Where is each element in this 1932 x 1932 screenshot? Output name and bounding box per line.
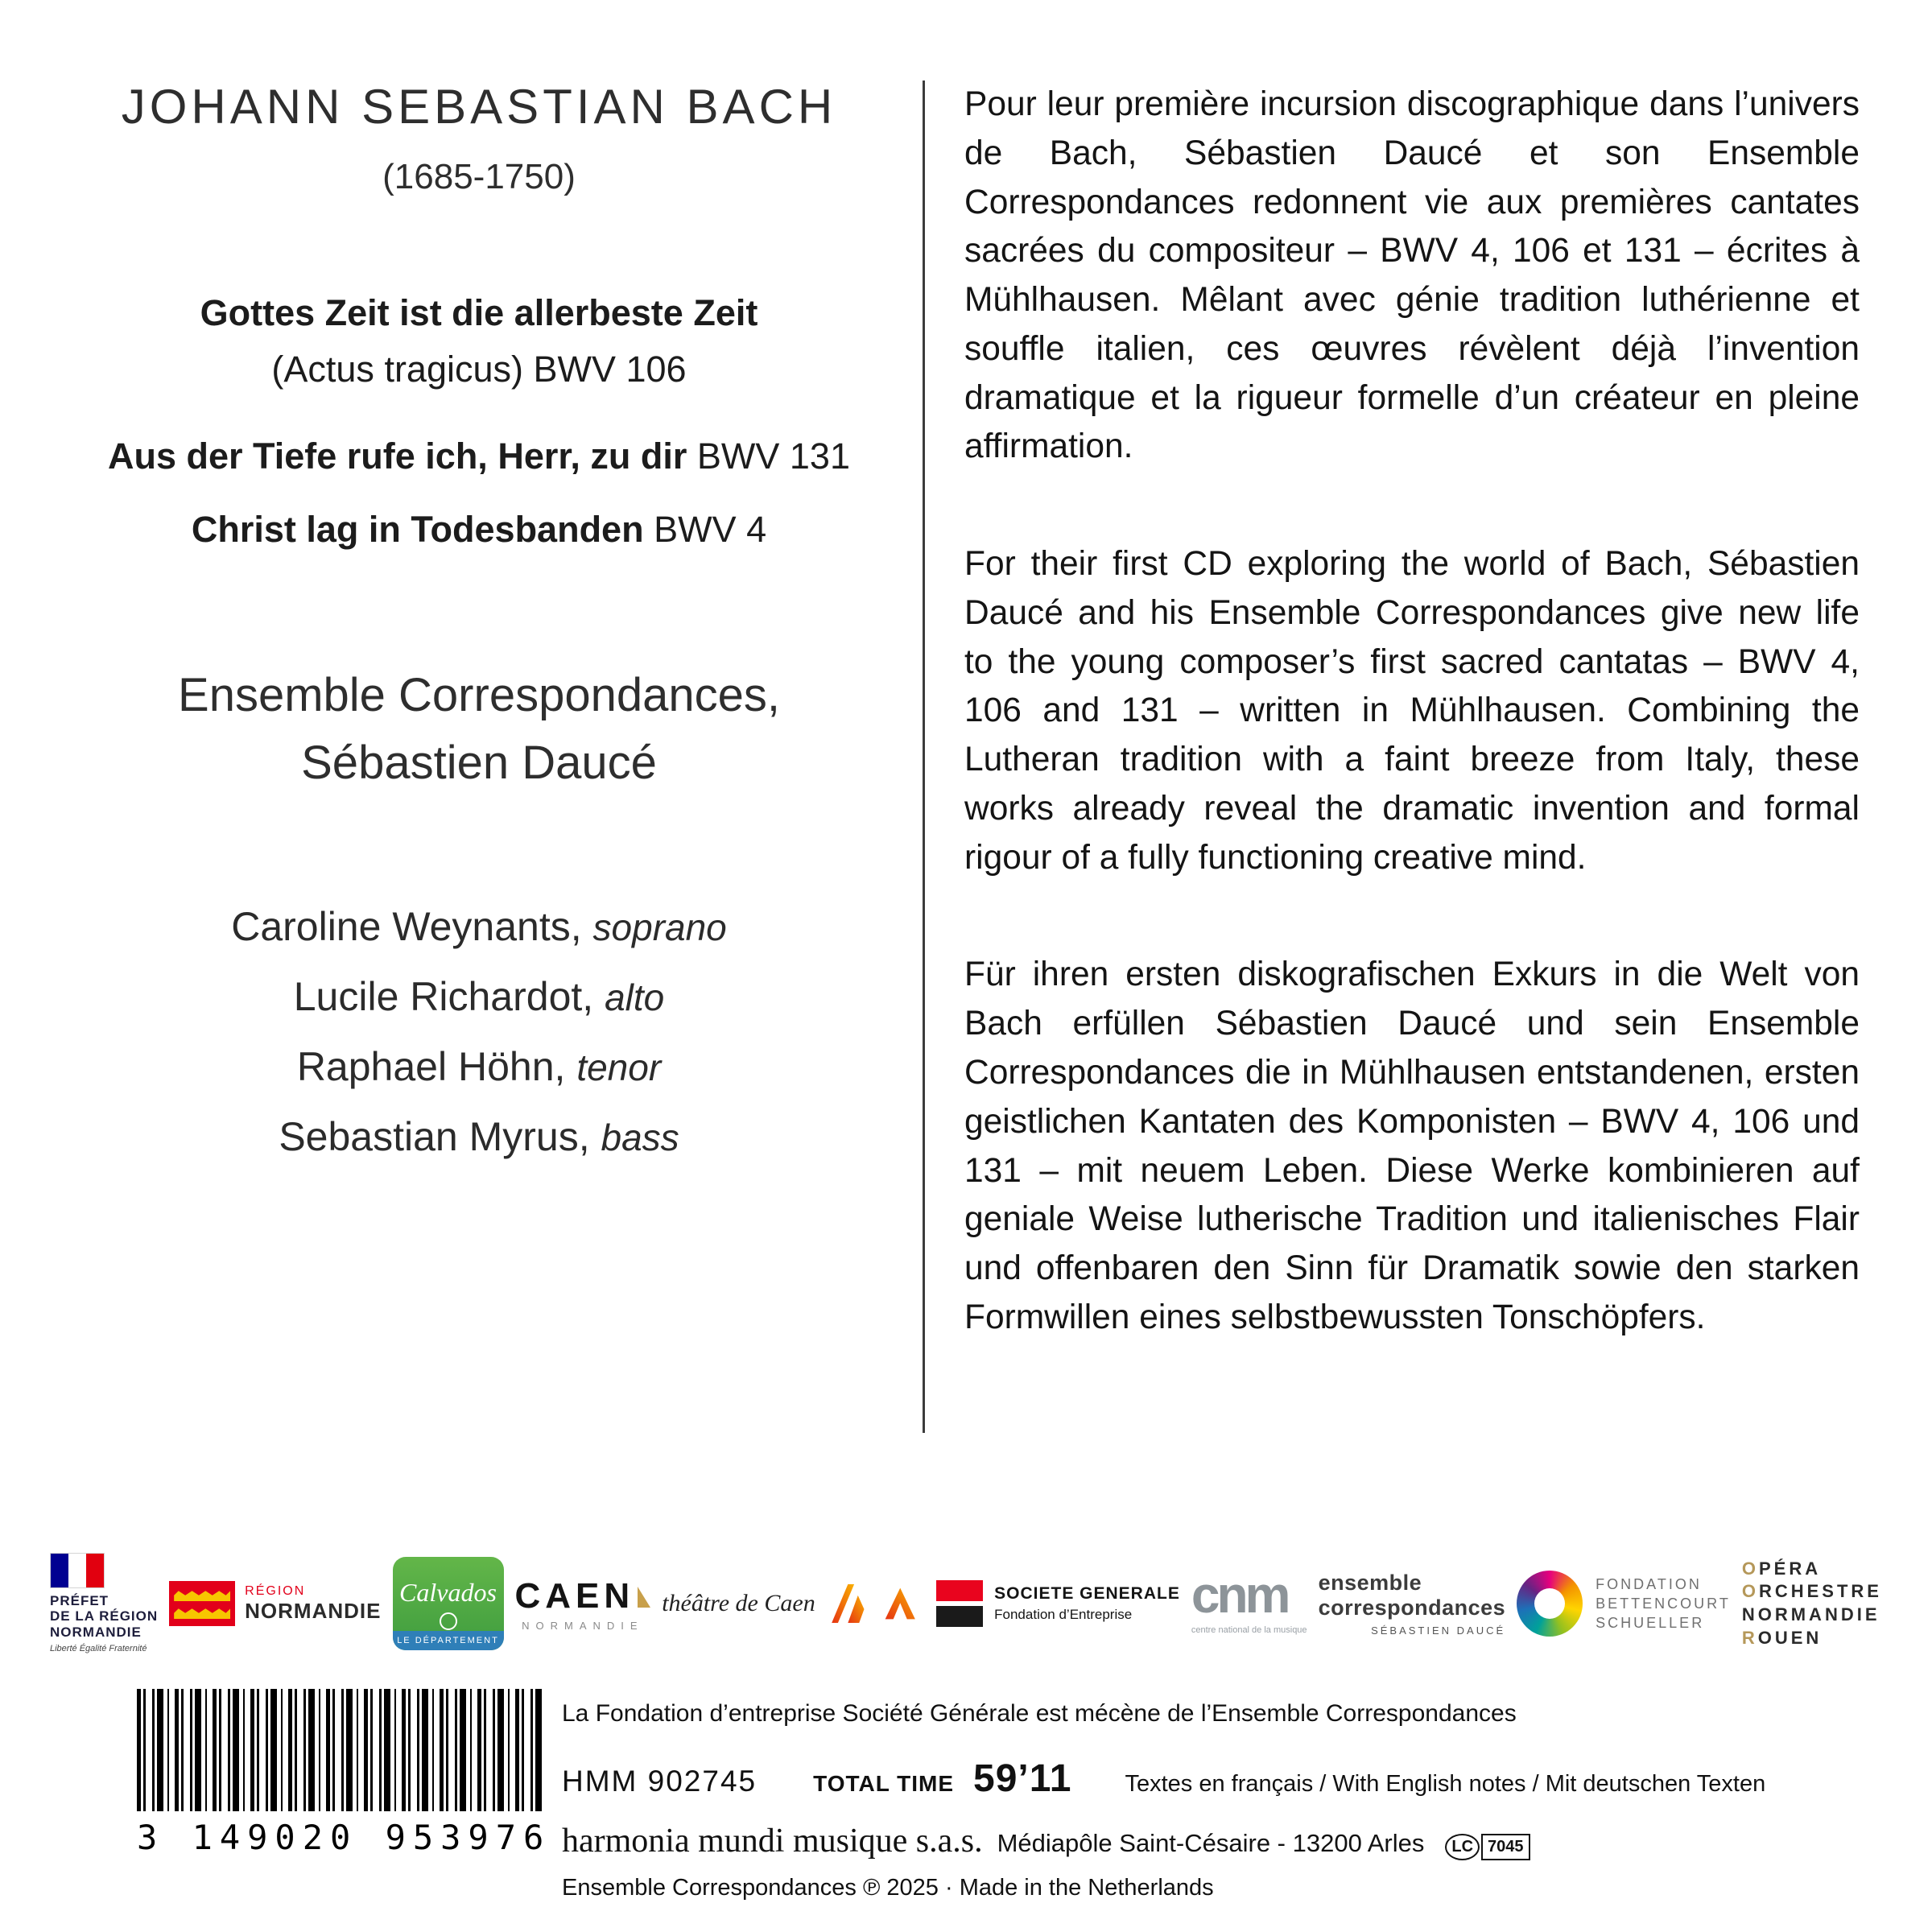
ec-line1: ensemble xyxy=(1318,1570,1422,1595)
fbs-line3: SCHUELLER xyxy=(1596,1615,1705,1632)
work-title-main: Gottes Zeit ist die allerbeste Zeit xyxy=(200,292,758,333)
fbs-line1: FONDATION xyxy=(1596,1575,1702,1592)
calvados-badge xyxy=(393,1557,504,1650)
partner-logos-strip xyxy=(50,1539,1882,1668)
performer-tenor xyxy=(48,1032,910,1102)
societe-generale-text xyxy=(994,1584,1180,1623)
performer-soprano xyxy=(48,892,910,962)
label-code-number: 7045 xyxy=(1481,1834,1530,1860)
logo-prefet-region-normandie xyxy=(50,1553,158,1655)
logo-theatre-de-caen: théâtre de Caen xyxy=(662,1590,815,1616)
conductor-name: Sébastien Daucé xyxy=(301,737,657,790)
calvados-name: Calvados xyxy=(399,1577,497,1607)
performer-alto xyxy=(48,962,910,1032)
total-time-value: 59’11 xyxy=(973,1757,1072,1800)
catalog-number: HMM 902745 xyxy=(562,1765,758,1798)
catalog-time-row xyxy=(562,1757,1890,1801)
lion-shape xyxy=(174,1588,230,1601)
work-title-suffix: BWV 131 xyxy=(687,435,850,477)
caen-wordmark xyxy=(515,1576,651,1616)
sail-icon xyxy=(638,1587,650,1608)
work-title-bwv131 xyxy=(48,436,910,477)
notes-english: For their first CD exploring the world of Bach, Sébastien Daucé and his Ensemble Correspondances give new life to the young composer’s first sacred cantatas – BWV 4, 106 and 131 – written in Mühlhausen. Combining the Lutheran tradition with a faint breeze from Italy, these works already reveal the dramatic invention and formal rigour of a fully functioning creative mind. xyxy=(964,545,1860,877)
abstract-mark-1-icon xyxy=(827,1574,870,1633)
performer-voice: tenor xyxy=(576,1046,662,1089)
logo-caen xyxy=(515,1576,651,1632)
apple-icon xyxy=(440,1612,457,1630)
opera-line2: ORCHESTRE xyxy=(1741,1581,1882,1602)
works-list xyxy=(48,292,910,551)
column-divider xyxy=(923,80,925,1433)
prefet-motto: Liberté Égalité Fraternité xyxy=(50,1644,147,1654)
calvados-subtitle: LE DÉPARTEMENT xyxy=(393,1631,504,1650)
ec-line2: correspondances xyxy=(1318,1596,1506,1620)
color-ring-icon xyxy=(1517,1571,1583,1637)
credits-block xyxy=(562,1700,1890,1901)
performer-bass xyxy=(48,1102,910,1172)
ensemble-line1: Ensemble Correspondances, xyxy=(178,669,780,721)
societe-generale-name: SOCIETE GENERALE xyxy=(994,1584,1180,1603)
caen-subtitle: NORMANDIE xyxy=(522,1619,644,1632)
publisher-address: Médiapôle Saint-Césaire - 13200 Arles xyxy=(997,1829,1425,1857)
copyright-line: Ensemble Correspondances ℗ 2025 · Made in the Netherlands xyxy=(562,1875,1214,1901)
fbs-line2: BETTENCOURT xyxy=(1596,1595,1731,1612)
composer-dates: (1685-1750) xyxy=(382,157,576,196)
opera-line4: ROUEN xyxy=(1741,1627,1823,1648)
logo-region-normandie xyxy=(169,1581,381,1626)
opera-line3: NORMANDIE xyxy=(1741,1604,1880,1624)
composer-name: JOHANN SEBASTIAN BACH xyxy=(121,80,837,134)
barcode-block xyxy=(137,1689,551,1857)
logo-fondation-bettencourt-schueller xyxy=(1517,1571,1731,1637)
languages-note: Textes en français / With English notes / Mit deutschen Texten xyxy=(1125,1771,1766,1797)
logo-ensemble-correspondances xyxy=(1319,1571,1506,1637)
performer-voice: alto xyxy=(605,976,665,1019)
barcode-bars-icon xyxy=(137,1689,543,1811)
region-label: RÉGION xyxy=(245,1583,306,1598)
performer-voice: soprano xyxy=(592,906,727,949)
opera-line1: OPÉRA xyxy=(1741,1558,1822,1579)
ec-conductor: SÉBASTIEN DAUCÉ xyxy=(1371,1624,1506,1637)
fbs-text xyxy=(1596,1575,1731,1633)
lion-shape xyxy=(174,1606,230,1619)
logo-calvados xyxy=(393,1557,504,1650)
work-title-main: Christ lag in Todesbanden xyxy=(191,509,644,551)
notes-french: Pour leur première incursion discographique dans l’univers de Bach, Sébastien Daucé et son Ensemble Correspondances redonnent vie aux premières cantates sacrées du compositeur – BWV 4, 106 et 131 – écrites à Mühlhausen. Mêlant avec génie tradition luthérienne et souffle italien, ces œuvres révèlent déjà l’invention dramatique et la rigueur formelle d’un créateur en pleine affirmation. xyxy=(964,85,1860,466)
prefet-line2: DE LA RÉGION xyxy=(50,1608,159,1624)
performer-voice: bass xyxy=(601,1117,679,1159)
societe-generale-square-icon xyxy=(936,1580,983,1627)
normandy-lions-icon xyxy=(169,1581,235,1626)
performer-name: Raphael Höhn, xyxy=(296,1044,566,1090)
region-text xyxy=(245,1584,381,1624)
sponsor-line: La Fondation d’entreprise Société Générale est mécène de l’Ensemble Correspondances xyxy=(562,1700,1517,1727)
societe-generale-subtitle: Fondation d’Entreprise xyxy=(994,1607,1133,1622)
logo-cnm xyxy=(1191,1566,1307,1635)
publisher-name: harmonia mundi musique s.a.s. xyxy=(562,1823,983,1860)
work-title-bwv4 xyxy=(48,509,910,551)
performer-name: Lucile Richardot, xyxy=(293,974,594,1020)
barcode-number: 3 149020 953976 xyxy=(137,1818,551,1857)
performers-list xyxy=(48,892,910,1172)
cnm-wordmark: cnm xyxy=(1191,1566,1288,1624)
work-title-bwv106 xyxy=(48,292,910,334)
work-subtitle-bwv106 xyxy=(48,349,910,390)
work-title-main: Aus der Tiefe rufe ich, Herr, zu dir xyxy=(108,435,687,477)
performer-name: Caroline Weynants, xyxy=(231,904,582,950)
abstract-mark-2-icon xyxy=(881,1574,925,1633)
cnm-subtitle: centre national de la musique xyxy=(1191,1624,1307,1635)
work-subtitle-text: (Actus tragicus) BWV 106 xyxy=(271,348,687,390)
work-title-suffix: BWV 4 xyxy=(643,509,767,551)
region-name: NORMANDIE xyxy=(245,1598,382,1623)
label-code-icon: LC xyxy=(1445,1834,1480,1860)
liner-notes xyxy=(964,80,1860,1411)
performer-name: Sebastian Myrus, xyxy=(279,1114,590,1160)
caen-name: CAEN xyxy=(514,1575,635,1616)
ensemble-name xyxy=(48,662,910,797)
total-time-label: TOTAL TIME xyxy=(813,1771,954,1796)
logo-opera-orchestre-normandie-rouen xyxy=(1742,1558,1882,1649)
logo-societe-generale xyxy=(936,1580,1180,1627)
french-flag-icon xyxy=(50,1553,105,1588)
notes-german: Für ihren ersten diskografischen Exkurs in die Welt von Bach erfüllen Sébastien Daucé und sein Ensemble Correspondances die in Mühlhausen entstandenen, ersten geistlichen Kantaten des Komponisten – BWV 4, 106 und 131 – mit neuem Leben. Diese Werke kombinieren auf geniale Weise lutherische Tradition und italienisches Flair und offenbaren den Sinn für Dramatik sowie den starken Formwillen eines selbstbewussten Tonschöpfers. xyxy=(964,956,1860,1336)
left-column xyxy=(48,0,910,1172)
prefet-line3: NORMANDIE xyxy=(50,1624,142,1640)
publisher-row xyxy=(562,1822,1890,1860)
prefet-line1: PRÉFET xyxy=(50,1592,109,1608)
